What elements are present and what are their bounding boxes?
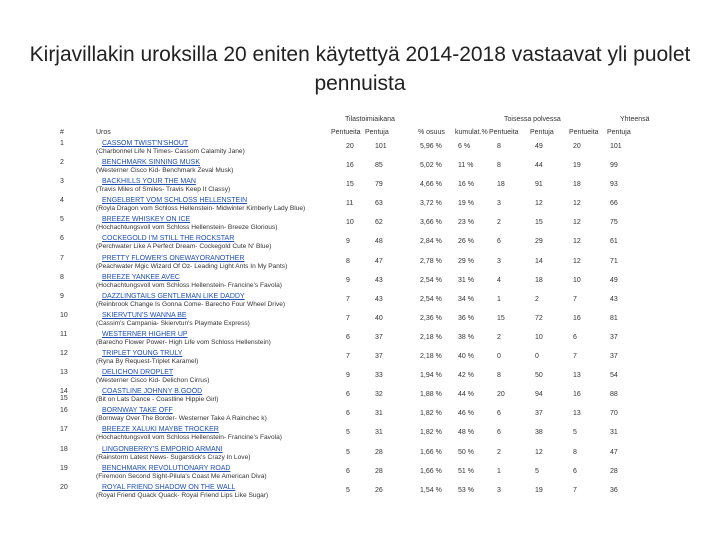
cell-pentueita-3: 6	[573, 333, 577, 341]
cell-pentuja: 28	[375, 467, 383, 475]
dog-pedigree: (Hochachtungsvoll vom Schloss Hellenstein- Francine's Favola)	[96, 434, 282, 442]
dog-name-link[interactable]: BREEZE WHISKEY ON ICE	[102, 216, 191, 224]
cell-pentuja-2: 19	[535, 486, 543, 494]
cell-kumulat: 29 %	[458, 257, 474, 265]
dog-pedigree: (Rainstorm Latest News- Sugarstick's Crazy In Love)	[96, 453, 251, 461]
dog-name-link[interactable]: BENCHMARK REVOLUTIONARY ROAD	[102, 464, 231, 472]
cell-pentueita-2: 15	[497, 314, 505, 322]
cell-kumulat: 46 %	[458, 410, 474, 418]
header-pentuja-2: Pentuja	[530, 129, 554, 136]
cell-pentueita-3: 16	[573, 391, 581, 399]
cell-pentueita-2: 8	[497, 372, 501, 380]
row-rank: 19	[60, 464, 68, 472]
header-pentuja-3: Pentuja	[607, 129, 631, 136]
cell-pentuja-2: 38	[535, 429, 543, 437]
dog-name-link[interactable]: DELICHON DROPLET	[102, 369, 174, 377]
cell-osuus: 5,96 %	[420, 143, 442, 150]
cell-pentuja-3: 71	[610, 257, 618, 265]
cell-osuus: 2,18 %	[420, 353, 442, 361]
dog-name-link[interactable]: PRETTY FLOWER'S ONEWAYORANOTHER	[102, 254, 245, 262]
cell-pentuja: 43	[375, 295, 383, 303]
cell-osuus: 2,18 %	[420, 333, 442, 341]
table-row	[0, 272, 720, 291]
cell-pentueita: 11	[346, 200, 354, 208]
cell-osuus: 1,88 %	[420, 391, 442, 399]
dog-pedigree: (Hochachtungsvoll vom Schloss Hellenstein- Francine's Favola)	[96, 281, 282, 289]
cell-pentueita-3: 6	[573, 467, 577, 475]
cell-pentueita: 6	[346, 391, 350, 399]
cell-kumulat: 11 %	[458, 162, 474, 170]
dog-name-link[interactable]: COASTLINE JOHNNY B.GOOD	[102, 388, 203, 396]
row-rank: 4	[60, 197, 64, 205]
table-row	[0, 386, 720, 405]
dog-pedigree: (Bit on Lats Dance - Coastline Hippie Girl)	[96, 396, 219, 404]
cell-pentueita-2: 4	[497, 276, 501, 284]
cell-kumulat: 40 %	[458, 353, 474, 361]
header-pentueita-2: Pentueita	[489, 129, 519, 136]
header-pentueita: Pentueita	[331, 129, 361, 136]
row-rank: 6	[60, 235, 64, 243]
cell-pentueita-2: 1	[497, 295, 501, 303]
cell-pentueita: 16	[346, 162, 354, 170]
cell-pentueita-3: 12	[573, 200, 581, 208]
cell-pentueita-3: 13	[573, 410, 581, 418]
table-row	[0, 138, 720, 157]
row-rank: 1	[60, 140, 64, 147]
row-rank: 3	[60, 178, 64, 186]
group-header-period: Tilastoimiaikana	[345, 116, 395, 123]
table-row	[0, 405, 720, 424]
table-row	[0, 310, 720, 329]
cell-pentueita: 5	[346, 429, 350, 437]
table-row	[0, 253, 720, 272]
cell-pentuja-3: 88	[610, 391, 618, 399]
cell-pentuja: 48	[375, 238, 383, 246]
cell-pentueita-2: 2	[497, 448, 501, 456]
dog-name-link[interactable]: SKIERVTUN'S WANNA BE	[102, 311, 187, 319]
row-rank: 10	[60, 311, 68, 319]
cell-pentueita: 8	[346, 257, 350, 265]
cell-pentuja: 28	[375, 448, 383, 456]
cell-pentueita-2: 20	[497, 391, 505, 399]
cell-pentuja: 31	[375, 410, 383, 418]
cell-pentuja-2: 49	[535, 143, 543, 150]
cell-osuus: 5,02 %	[420, 162, 442, 170]
cell-pentuja-2: 14	[535, 257, 543, 265]
cell-pentuja: 47	[375, 257, 383, 265]
cell-pentueita-2: 6	[497, 410, 501, 418]
table-row	[0, 348, 720, 367]
cell-kumulat: 31 %	[458, 276, 474, 284]
cell-pentueita-2: 3	[497, 257, 501, 265]
cell-pentuja-2: 50	[535, 372, 543, 380]
cell-pentueita-3: 16	[573, 314, 581, 322]
header-kumul: kumulat.%	[455, 129, 488, 136]
cell-kumulat: 23 %	[458, 219, 474, 227]
cell-pentuja-3: 81	[610, 314, 618, 322]
cell-osuus: 3,66 %	[420, 219, 442, 227]
table-row	[0, 463, 720, 482]
cell-pentuja-3: 36	[610, 486, 618, 494]
dog-name-link[interactable]: COCKEGOLD I'M STILL THE ROCKSTAR	[102, 235, 235, 243]
dog-name-link[interactable]: BENCHMARK SINNING MUSK	[102, 159, 201, 167]
cell-kumulat: 50 %	[458, 448, 474, 456]
cell-pentuja-2: 72	[535, 314, 543, 322]
table-row	[0, 482, 720, 501]
cell-kumulat: 34 %	[458, 295, 474, 303]
cell-kumulat: 44 %	[458, 391, 474, 399]
group-header-other: Toisessa polvessa	[504, 116, 561, 123]
cell-osuus: 2,36 %	[420, 314, 442, 322]
cell-pentuja-2: 12	[535, 200, 543, 208]
cell-pentueita-3: 5	[573, 429, 577, 437]
header-pentueita-3: Pentueita	[569, 129, 599, 136]
dog-name-link[interactable]: BORNWAY TAKE OFF	[102, 407, 173, 415]
cell-pentueita-3: 8	[573, 448, 577, 456]
cell-pentuja: 37	[375, 333, 383, 341]
cell-pentuja-2: 29	[535, 238, 543, 246]
cell-pentuja-2: 12	[535, 448, 543, 456]
cell-pentuja-3: 61	[610, 238, 618, 246]
cell-pentueita: 20	[346, 143, 354, 150]
cell-osuus: 2,84 %	[420, 238, 442, 246]
cell-pentuja: 37	[375, 353, 383, 361]
cell-osuus: 1,94 %	[420, 372, 442, 380]
dog-pedigree: (Bornway Over The Border- Westerner Take A Rainchec k)	[96, 415, 267, 423]
table-row	[0, 233, 720, 252]
cell-pentuja-3: 99	[610, 162, 618, 170]
cell-pentueita-3: 19	[573, 162, 581, 170]
slide-title: Kirjavillakin uroksilla 20 eniten käytettyä 2014-2018 vastaavat yli puolet pennuista	[29, 43, 691, 95]
cell-pentuja: 40	[375, 314, 383, 322]
cell-pentuja-3: 28	[610, 467, 618, 475]
cell-pentuja: 32	[375, 391, 383, 399]
cell-osuus: 2,54 %	[420, 276, 442, 284]
dog-name-link[interactable]: CASSOM TWIST'N'SHOUT	[102, 140, 189, 147]
cell-kumulat: 51 %	[458, 467, 474, 475]
cell-pentueita: 6	[346, 467, 350, 475]
row-rank: 20	[60, 483, 68, 491]
cell-pentuja: 79	[375, 181, 383, 189]
cell-osuus: 1,82 %	[420, 410, 442, 418]
cell-pentuja-2: 37	[535, 410, 543, 418]
cell-osuus: 2,78 %	[420, 257, 442, 265]
cell-pentuja-2: 2	[535, 295, 539, 303]
header-pentuja: Pentuja	[365, 129, 389, 136]
dog-pedigree: (Charbonnel Life N Times- Cassom Calamity Jane)	[96, 148, 245, 155]
cell-pentueita-2: 3	[497, 486, 501, 494]
dog-pedigree: (Royla Dragon vom Schloss Hellenstein- Midwinter Kimberly Lady Blue)	[96, 205, 306, 213]
cell-kumulat: 16 %	[458, 181, 474, 189]
cell-pentuja-2: 18	[535, 276, 543, 284]
table-row	[0, 195, 720, 214]
dog-pedigree: (Peachwater Mgic Wizard Of Oz- Leading Light Ants In My Pants)	[96, 262, 288, 270]
cell-pentuja: 63	[375, 200, 383, 208]
cell-pentueita: 9	[346, 238, 350, 246]
cell-kumulat: 48 %	[458, 429, 474, 437]
cell-pentueita: 7	[346, 295, 350, 303]
cell-pentuja-3: 49	[610, 276, 618, 284]
cell-osuus: 3,72 %	[420, 200, 442, 208]
cell-pentuja-3: 101	[610, 143, 622, 150]
cell-osuus: 1,54 %	[420, 486, 442, 494]
dog-pedigree: (Perchwater Like A Perfect Dream- Cockegold Cute N' Blue)	[96, 243, 272, 251]
cell-pentueita-3: 10	[573, 276, 581, 284]
cell-osuus: 1,66 %	[420, 467, 442, 475]
cell-pentuja-3: 43	[610, 295, 618, 303]
row-rank: 17	[60, 426, 68, 434]
dog-pedigree: (Westerner Cisco Kid- Benchmark Zeval Musk)	[96, 167, 234, 175]
cell-pentueita-3: 18	[573, 181, 581, 189]
row-rank: 12	[60, 350, 68, 358]
cell-pentuja-3: 70	[610, 410, 618, 418]
dog-name-link[interactable]: ROYAL FRIEND SHADOW ON THE WALL	[102, 483, 236, 491]
cell-pentueita-2: 3	[497, 200, 501, 208]
stats-table	[0, 138, 720, 501]
row-rank: 5	[60, 216, 64, 224]
dog-pedigree: (Reinbrook Change Is Gonna Come- Barecho Four Wheel Drive)	[96, 300, 286, 308]
header-rank: #	[60, 129, 64, 136]
cell-pentueita: 5	[346, 486, 350, 494]
row-rank-secondary: 15	[60, 395, 68, 403]
row-rank: 16	[60, 407, 68, 415]
cell-pentuja-2: 15	[535, 219, 543, 227]
table-row	[0, 176, 720, 195]
cell-kumulat: 53 %	[458, 486, 474, 494]
dog-name-link[interactable]: DAZZLINGTAILS GENTLEMAN LIKE DADDY	[102, 292, 245, 300]
dog-pedigree: (Westerner Cisco Kid- Delichon Cirrus)	[96, 377, 210, 385]
table-row	[0, 329, 720, 348]
cell-pentueita-2: 0	[497, 353, 501, 361]
group-header-total: Yhteensä	[620, 116, 650, 123]
cell-pentueita-3: 12	[573, 238, 581, 246]
cell-pentueita-2: 2	[497, 333, 501, 341]
dog-name-link[interactable]: LINGONBERRY'S EMPORIO ARMANI	[102, 445, 223, 453]
cell-pentuja-3: 93	[610, 181, 618, 189]
cell-pentuja-2: 94	[535, 391, 543, 399]
cell-pentuja-2: 44	[535, 162, 543, 170]
cell-pentuja: 101	[375, 143, 387, 150]
cell-kumulat: 36 %	[458, 314, 474, 322]
cell-pentuja-3: 54	[610, 372, 618, 380]
cell-kumulat: 38 %	[458, 333, 474, 341]
cell-pentueita: 10	[346, 219, 354, 227]
cell-pentuja: 85	[375, 162, 383, 170]
cell-pentueita: 6	[346, 333, 350, 341]
row-rank: 14	[60, 388, 68, 396]
table-row	[0, 444, 720, 463]
cell-pentueita: 9	[346, 276, 350, 284]
cell-pentueita-2: 2	[497, 219, 501, 227]
cell-pentuja-3: 47	[610, 448, 618, 456]
row-rank: 18	[60, 445, 68, 453]
cell-pentuja-3: 37	[610, 353, 618, 361]
row-rank: 7	[60, 254, 64, 262]
cell-pentueita-3: 7	[573, 486, 577, 494]
row-rank: 11	[60, 330, 68, 338]
cell-pentueita: 9	[346, 372, 350, 380]
cell-pentueita-2: 6	[497, 238, 501, 246]
cell-pentueita-3: 7	[573, 353, 577, 361]
cell-osuus: 2,54 %	[420, 295, 442, 303]
table-row	[0, 424, 720, 443]
dog-name-link[interactable]: ENGELBERT VOM SCHLOSS HELLENSTEIN	[102, 197, 248, 205]
table-row	[0, 214, 720, 233]
dog-pedigree: (Firemoon Second Sight-Pilula's Coast Me American Diva)	[96, 472, 267, 480]
cell-pentueita-3: 13	[573, 372, 581, 380]
cell-pentueita-3: 12	[573, 219, 581, 227]
cell-pentuja: 43	[375, 276, 383, 284]
cell-kumulat: 42 %	[458, 372, 474, 380]
cell-kumulat: 26 %	[458, 238, 474, 246]
cell-pentuja-2: 5	[535, 467, 539, 475]
cell-pentuja: 33	[375, 372, 383, 380]
dog-pedigree: (Travis Miles of Smiles- Travis Keep It Classy)	[96, 186, 231, 194]
dog-pedigree: (Hochachtungsvoll vom Schloss Hellenstein- Breeze Glorious)	[96, 224, 278, 232]
table-row	[0, 367, 720, 386]
cell-pentuja-2: 0	[535, 353, 539, 361]
cell-pentueita: 15	[346, 181, 354, 189]
dog-pedigree: (Royal Friend Quack Quack- Royal Friend Lips Like Sugar)	[96, 491, 269, 499]
row-rank: 2	[60, 159, 64, 167]
row-rank: 8	[60, 273, 64, 281]
dog-name-link[interactable]: BREEZE XALUKI MAYBE TROCKER	[102, 426, 219, 434]
dog-pedigree: (Barecho Flower Power- High Life vom Schloss Hellenstein)	[96, 338, 271, 346]
cell-osuus: 1,66 %	[420, 448, 442, 456]
cell-pentueita: 7	[346, 353, 350, 361]
cell-pentueita-2: 8	[497, 143, 501, 150]
cell-pentuja: 26	[375, 486, 383, 494]
cell-osuus: 4,66 %	[420, 181, 442, 189]
cell-pentueita: 6	[346, 410, 350, 418]
cell-pentueita-2: 18	[497, 181, 505, 189]
cell-kumulat: 6 %	[458, 143, 471, 150]
cell-pentueita-3: 12	[573, 257, 581, 265]
table-row	[0, 157, 720, 176]
cell-pentuja-3: 37	[610, 333, 618, 341]
cell-pentueita: 5	[346, 448, 350, 456]
cell-pentuja-2: 10	[535, 333, 543, 341]
dog-name-link[interactable]: TRIPLET YOUNG TRULY	[102, 350, 183, 358]
cell-pentuja-3: 75	[610, 219, 618, 227]
header-uros: Uros	[96, 129, 111, 136]
header-osuus: % osuus	[418, 129, 445, 136]
cell-osuus: 1,82 %	[420, 429, 442, 437]
dog-name-link[interactable]: BACKHILLS YOUR THE MAN	[102, 178, 196, 186]
row-rank: 9	[60, 292, 64, 300]
table-row	[0, 291, 720, 310]
dog-name-link[interactable]: BREEZE YANKEE AVEC	[102, 273, 180, 281]
cell-pentuja-3: 31	[610, 429, 618, 437]
dog-name-link[interactable]: WESTERNER HIGHER UP	[102, 330, 188, 338]
dog-pedigree: (Ryna By Request-Triplet Karamel)	[96, 358, 199, 366]
cell-pentueita-2: 6	[497, 429, 501, 437]
cell-pentuja-3: 66	[610, 200, 618, 208]
cell-kumulat: 19 %	[458, 200, 474, 208]
cell-pentueita-3: 20	[573, 143, 581, 150]
dog-pedigree: (Cassim's Campania- Skiervtun's Playmate Express)	[96, 319, 250, 327]
cell-pentueita-3: 7	[573, 295, 577, 303]
row-rank: 13	[60, 369, 68, 377]
cell-pentuja: 31	[375, 429, 383, 437]
cell-pentueita-2: 1	[497, 467, 501, 475]
cell-pentueita: 7	[346, 314, 350, 322]
cell-pentuja: 62	[375, 219, 383, 227]
cell-pentueita-2: 8	[497, 162, 501, 170]
cell-pentuja-2: 91	[535, 181, 543, 189]
